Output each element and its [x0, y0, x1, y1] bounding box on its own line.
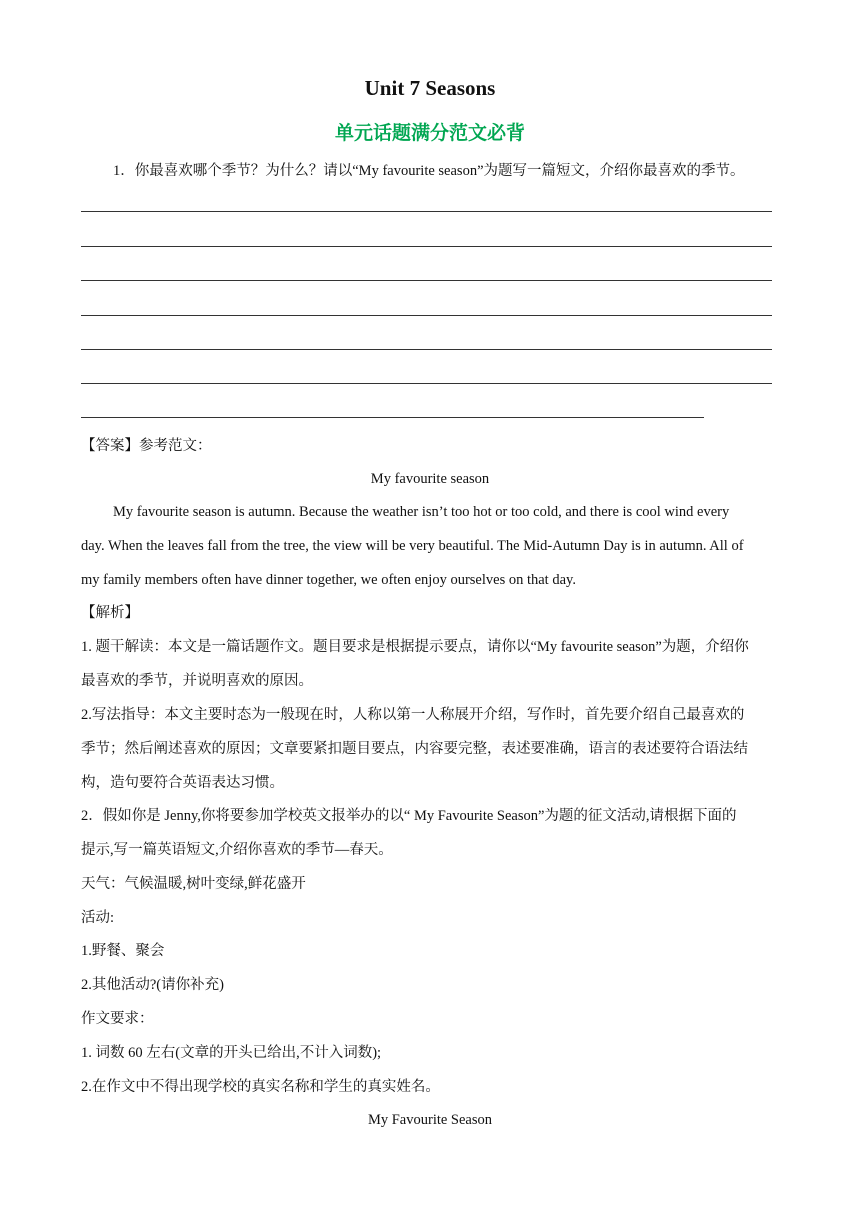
- answer-blank-line: [81, 315, 772, 316]
- question-2-line: 作文要求：: [81, 1011, 154, 1027]
- analysis-line: 1. 题干解读：本文是一篇话题作文。题目要求是根据提示要点，请你以“My favourite season”为题，介绍你: [81, 639, 749, 655]
- question-2-line: 1.野餐、聚会: [81, 943, 165, 959]
- question-2-line: 2.在作文中不得出现学校的真实名称和学生的真实姓名。: [81, 1079, 440, 1095]
- analysis-line: 2.写法指导：本文主要时态为一般现在时，人称以第一人称展开介绍，写作时，首先要介绍自己最喜欢的: [81, 707, 745, 723]
- answer-blank-line: [81, 417, 704, 418]
- question-2-essay-title: My Favourite Season: [367, 1112, 493, 1128]
- question-2-line: 2.其他活动?(请你补充): [81, 977, 224, 993]
- question-2-line: 1. 词数 60 左右(文章的开头已给出,不计入词数);: [81, 1045, 382, 1061]
- question-2-line: 活动:: [81, 910, 115, 926]
- answer-blank-line: [81, 280, 772, 281]
- answer-label: 【答案】参考范文：: [81, 438, 212, 454]
- page-subtitle: 单元话题满分范文必背: [334, 122, 525, 144]
- analysis-line: 季节；然后阐述喜欢的原因；文章要紧扣题目要点，内容要完整，表述要准确，语言的表述要符合语法结: [81, 741, 748, 757]
- analysis-label: 【解析】: [81, 605, 139, 621]
- sample-essay-line: My favourite season is autumn. Because the weather isn’t too hot or too cold, and there is cool wind every: [113, 504, 730, 520]
- answer-blank-line: [81, 211, 772, 212]
- sample-essay-line: day. When the leaves fall from the tree, the view will be very beautiful. The Mid-Autumn Day is in autumn. All of: [81, 538, 744, 554]
- question-1-prompt: 1．你最喜欢哪个季节？为什么？请以“My favourite season”为题写一篇短文，介绍你最喜欢的季节。: [113, 163, 745, 179]
- sample-essay-title: My favourite season: [370, 471, 490, 487]
- question-2-line: 天气：气候温暖,树叶变绿,鲜花盛开: [81, 876, 306, 892]
- answer-blank-line: [81, 383, 772, 384]
- question-2-line: 提示,写一篇英语短文,介绍你喜欢的季节—春天。: [81, 842, 393, 858]
- answer-blank-line: [81, 246, 772, 247]
- answer-blank-line: [81, 349, 772, 350]
- page-title: Unit 7 Seasons: [364, 76, 496, 100]
- analysis-line: 最喜欢的季节，并说明喜欢的原因。: [81, 673, 313, 689]
- question-2-line: 2．假如你是 Jenny,你将要参加学校英文报举办的以“ My Favourite Season”为题的征文活动,请根据下面的: [81, 808, 737, 824]
- sample-essay-line: my family members often have dinner together, we often enjoy ourselves on that day.: [81, 572, 576, 588]
- analysis-line: 构，造句要符合英语表达习惯。: [81, 775, 284, 791]
